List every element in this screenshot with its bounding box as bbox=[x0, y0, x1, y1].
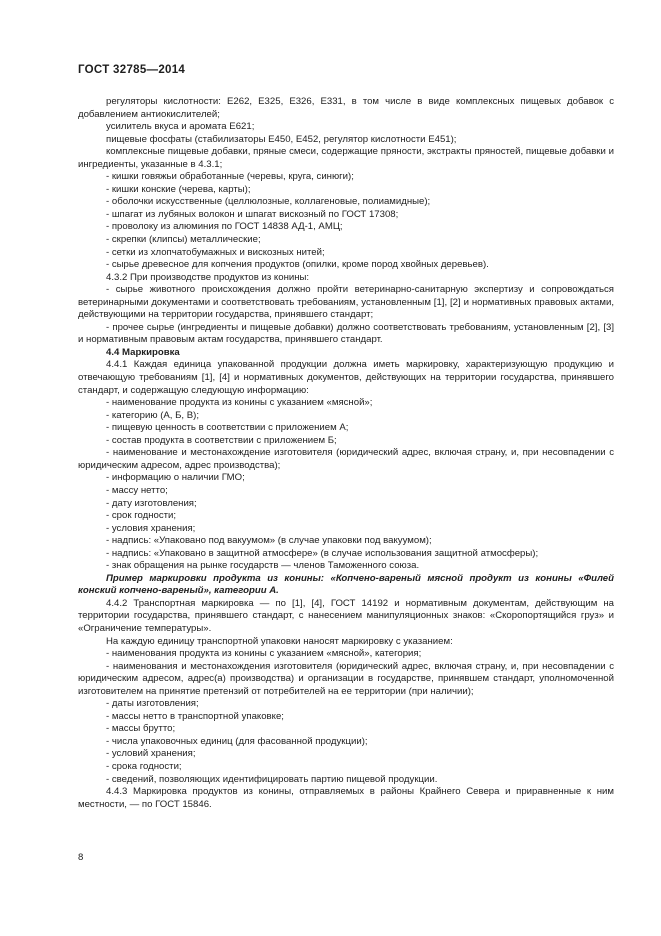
paragraph: - знак обращения на рынке государств — членов Таможенного союза. bbox=[106, 560, 420, 572]
paragraph: - условий хранения; bbox=[106, 748, 196, 760]
paragraph: - проволоку из алюминия по ГОСТ 14838 АД-1, АМЦ; bbox=[106, 221, 343, 233]
paragraph: - срока годности; bbox=[106, 760, 182, 772]
paragraph: - кишки конские (черева, карты); bbox=[106, 183, 251, 195]
paragraph: - сетки из хлопчатобумажных и вискозных нитей; bbox=[106, 246, 325, 258]
paragraph: - надпись: «Упаковано под вакуумом» (в случае упаковки под вакуумом); bbox=[106, 535, 432, 547]
paragraph: регуляторы кислотности: Е262, Е325, Е326, Е331, в том числе в виде комплексных пищевых добавок с добавлением антиокислителей; bbox=[78, 96, 614, 120]
paragraph: - информацию о наличии ГМО; bbox=[106, 472, 245, 484]
paragraph: - наименование продукта из конины с указанием «мясной»; bbox=[106, 397, 373, 409]
paragraph: - оболочки искусственные (целлюлозные, коллагеновые, полиамидные); bbox=[106, 196, 431, 208]
paragraph: - шпагат из лубяных волокон и шпагат вискозный по ГОСТ 17308; bbox=[106, 208, 399, 220]
paragraph: Пример маркировки продукта из конины: «Копчено-вареный мясной продукт из конины «Филей конский копчено-вареный», категории А. bbox=[78, 572, 614, 597]
paragraph: пищевые фосфаты (стабилизаторы Е450, Е452, регулятор кислотности Е451); bbox=[106, 133, 457, 145]
paragraph: 4.4.3 Маркировка продуктов из конины, отправляемых в районы Крайнего Севера и приравненные к ним местности, — по ГОСТ 15846. bbox=[78, 786, 614, 810]
document-body bbox=[78, 96, 614, 811]
paragraph: - состав продукта в соответствии с приложением Б; bbox=[106, 434, 337, 446]
paragraph: 4.3.2 При производстве продуктов из конины: bbox=[106, 271, 310, 283]
paragraph: - категорию (А, Б, В); bbox=[106, 409, 200, 421]
paragraph: - прочее сырье (ингредиенты и пищевые добавки) должно соответствовать требованиям, установленным [2], [3] и нормативным правовым актам государства, принявшего стандарт. bbox=[78, 321, 614, 346]
paragraph: - срок годности; bbox=[106, 510, 177, 522]
paragraph: На каждую единицу транспортной упаковки наносят маркировку с указанием: bbox=[106, 635, 453, 647]
paragraph: - сведений, позволяющих идентифицировать партию пищевой продукции. bbox=[106, 773, 438, 785]
paragraph: 4.4 Маркировка bbox=[106, 346, 180, 358]
paragraph: - наименование и местонахождение изготовителя (юридический адрес, включая страну, и, при несовпадении с юридическим адресом, адрес производства); bbox=[78, 447, 614, 471]
paragraph: - сырье древесное для копчения продуктов (опилки, кроме пород хвойных деревьев). bbox=[106, 259, 489, 271]
paragraph: - массы брутто; bbox=[106, 723, 176, 735]
paragraph: комплексные пищевые добавки, пряные смеси, содержащие пряности, экстракты пряностей, пищевые добавки и ингредиенты, указанные в 4.3.1; bbox=[78, 146, 614, 170]
paragraph: 4.4.2 Транспортная маркировка — по [1], [4], ГОСТ 14192 и нормативным документам, действующим на территории государства, принявшего стандарт, с нанесением манипуляционных знаков: «Скоропортящийся груз» и «Ограничение температуры». bbox=[78, 597, 614, 634]
paragraph: - наименования и местонахождения изготовителя (юридический адрес, включая страну, и, при несовпадении с юридическим адресом, адрес(а) производства) и организации в государстве, принявшем стандарт, уполномоченной изготовителем на принятие претензий от потребителей на ее территории (при наличии); bbox=[78, 660, 614, 697]
standard-header: ГОСТ 32785—2014 bbox=[78, 64, 186, 76]
paragraph: - надпись: «Упаковано в защитной атмосфере» (в случае использования защитной атмосферы); bbox=[106, 547, 539, 559]
paragraph: - пищевую ценность в соответствии с приложением А; bbox=[106, 422, 349, 434]
page-number: 8 bbox=[78, 852, 84, 863]
paragraph: усилитель вкуса и аромата Е621; bbox=[106, 121, 255, 133]
paragraph: - скрепки (клипсы) металлические; bbox=[106, 234, 261, 246]
paragraph: - массы нетто в транспортной упаковке; bbox=[106, 710, 284, 722]
paragraph: - массу нетто; bbox=[106, 484, 168, 496]
paragraph: 4.4.1 Каждая единица упакованной продукции должна иметь маркировку, характеризующую продукцию и отвечающую требованиям [1], [4] и нормативных документов, действующих на территории государства, принявшего стандарт, и содержащую следующую информацию: bbox=[78, 359, 614, 396]
paragraph: - дату изготовления; bbox=[106, 497, 197, 509]
paragraph: - даты изготовления; bbox=[106, 698, 199, 710]
paragraph: - кишки говяжьи обработанные (черевы, круга, синюги); bbox=[106, 171, 354, 183]
paragraph: - сырье животного происхождения должно пройти ветеринарно-санитарную экспертизу и сопровождаться ветеринарными документами и соответствовать требованиям, установленным [1], [2] и нормативных правовых актами, действующими на территории государства, принявшего стандарт; bbox=[78, 284, 614, 321]
paragraph: - условия хранения; bbox=[106, 522, 196, 534]
paragraph: - наименования продукта из конины с указанием «мясной», категория; bbox=[106, 648, 422, 660]
paragraph: - числа упаковочных единиц (для фасованной продукции); bbox=[106, 735, 368, 747]
